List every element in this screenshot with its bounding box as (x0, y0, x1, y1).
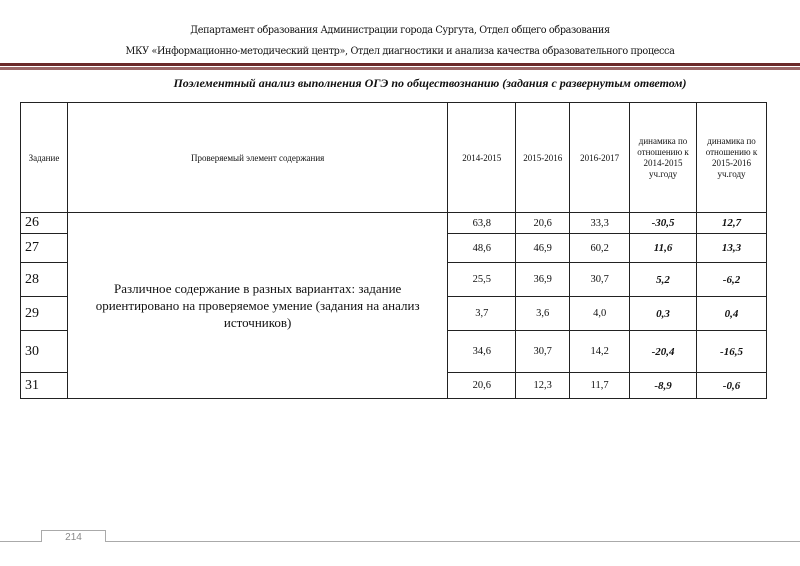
value-2016-2017: 60,2 (570, 234, 630, 263)
header-center: МКУ «Информационно-методический центр», Отдел диагностики и анализа качества образовательного процесса (125, 45, 675, 57)
value-2014-2015: 48,6 (448, 234, 516, 263)
table-header-row (21, 103, 767, 213)
value-2015-2016: 36,9 (516, 263, 570, 297)
header-cell: 2016-2017 (570, 103, 630, 213)
task-number: 29 (21, 297, 68, 331)
dynamics-vs-2015-2016: 13,3 (697, 234, 767, 263)
task-number: 27 (21, 234, 68, 263)
header-divider (0, 63, 800, 66)
header-cell: Проверяемый элемент содержания (67, 103, 447, 213)
dynamics-vs-2015-2016: 0,4 (697, 297, 767, 331)
dynamics-vs-2014-2015: -8,9 (630, 373, 697, 399)
dynamics-vs-2015-2016: -16,5 (697, 331, 767, 373)
dynamics-vs-2014-2015: 11,6 (630, 234, 697, 263)
header-cell: Задание (21, 103, 68, 213)
value-2015-2016: 12,3 (516, 373, 570, 399)
results-table (20, 102, 767, 399)
task-number: 26 (21, 213, 68, 234)
header-department: Департамент образования Администрации города Сургута, Отдел общего образования (190, 24, 610, 36)
value-2016-2017: 11,7 (570, 373, 630, 399)
dynamics-vs-2015-2016: 12,7 (697, 213, 767, 234)
page-number: 214 (41, 530, 106, 542)
dynamics-vs-2014-2015: -30,5 (630, 213, 697, 234)
content-element: Различное содержание в разных вариантах: задание ориентировано на проверяемое умение (задания на анализ источников) (67, 213, 447, 399)
value-2014-2015: 34,6 (448, 331, 516, 373)
header-divider-secondary (0, 67, 800, 70)
value-2016-2017: 33,3 (570, 213, 630, 234)
dynamics-vs-2014-2015: 0,3 (630, 297, 697, 331)
header-cell: динамика по отношению к 2015-2016 уч.году (697, 103, 767, 213)
task-number: 31 (21, 373, 68, 399)
value-2014-2015: 20,6 (448, 373, 516, 399)
footer-line (0, 541, 800, 542)
dynamics-vs-2014-2015: -20,4 (630, 331, 697, 373)
value-2015-2016: 20,6 (516, 213, 570, 234)
value-2015-2016: 30,7 (516, 331, 570, 373)
dynamics-vs-2014-2015: 5,2 (630, 263, 697, 297)
table-row (21, 213, 767, 234)
dynamics-vs-2015-2016: -6,2 (697, 263, 767, 297)
page-title: Поэлементный анализ выполнения ОГЭ по обществознанию (задания с развернутым ответом) (173, 76, 687, 90)
value-2016-2017: 30,7 (570, 263, 630, 297)
value-2014-2015: 3,7 (448, 297, 516, 331)
header-cell: 2015-2016 (516, 103, 570, 213)
task-number: 30 (21, 331, 68, 373)
dynamics-vs-2015-2016: -0,6 (697, 373, 767, 399)
header-cell: 2014-2015 (448, 103, 516, 213)
task-number: 28 (21, 263, 68, 297)
value-2014-2015: 63,8 (448, 213, 516, 234)
value-2014-2015: 25,5 (448, 263, 516, 297)
value-2016-2017: 4,0 (570, 297, 630, 331)
value-2015-2016: 3,6 (516, 297, 570, 331)
value-2016-2017: 14,2 (570, 331, 630, 373)
header-cell: динамика по отношению к 2014-2015 уч.году (630, 103, 697, 213)
value-2015-2016: 46,9 (516, 234, 570, 263)
